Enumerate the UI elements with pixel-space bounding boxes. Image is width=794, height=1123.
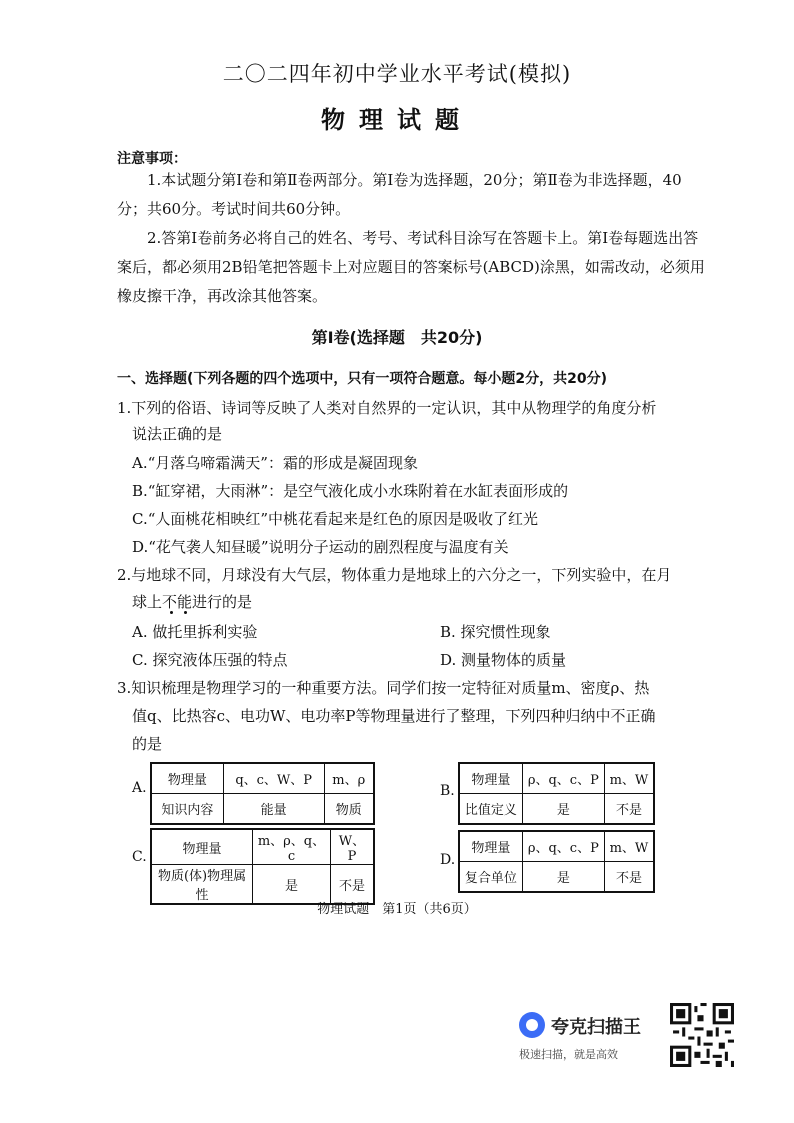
q1-stem-line2: 说法正确的是	[132, 425, 223, 443]
q2-stem-line2: 球上不能进行的是	[132, 593, 253, 611]
q1-option-b: B.“缸穿裙，大雨淋”：是空气液化成小水珠附着在水缸表面形成的	[132, 482, 569, 500]
q2-option-c: C. 探究液体压强的特点	[132, 651, 288, 669]
q1-stem-line1: 1.下列的俗语、诗词等反映了人类对自然界的一定认识，其中从物理学的角度分析	[117, 399, 657, 417]
table-cell: 物理量	[151, 763, 223, 794]
q3-table-b-label: B.	[440, 783, 455, 799]
table-cell: 是	[522, 862, 604, 893]
table-cell: m、ρ、q、c	[253, 829, 331, 865]
table-cell: 物理量	[459, 831, 522, 862]
table-cell: m、W	[604, 831, 654, 862]
part-title: 一、选择题(下列各题的四个选项中，只有一项符合题意。每小题2分，共20分)	[117, 371, 608, 387]
section-title: 第Ⅰ卷(选择题 共20分)	[311, 328, 483, 347]
watermark-brand: 夸克扫描王	[551, 1017, 641, 1038]
table-cell: 不是	[330, 865, 374, 905]
exam-title: 二〇二四年初中学业水平考试(模拟)	[222, 62, 572, 86]
q3-table-c	[150, 828, 375, 905]
table-cell: W、P	[330, 829, 374, 865]
q2-option-a: A. 做托里拆利实验	[132, 623, 258, 641]
q3-stem-line2: 值q、比热容c、电功W、电功率P等物理量进行了整理，下列四种归纳中不正确	[132, 707, 656, 725]
exam-subtitle: 物理试题	[321, 105, 473, 134]
table-cell: 物质	[324, 794, 374, 825]
notice-item-1: 1.本试题分第Ⅰ卷和第Ⅱ卷两部分。第Ⅰ卷为选择题，20分；第Ⅱ卷为非选择题，40分；共60分。考试时间共60分钟。	[117, 171, 682, 218]
notice-item-2: 2.答第Ⅰ卷前务必将自己的姓名、考号、考试科目涂写在答题卡上。第Ⅰ卷每题选出答案后，都必须用2B铅笔把答题卡上对应题目的答案标号(ABCD)涂黑，如需改动，必须用橡皮擦干净，再改涂其他答案。	[117, 229, 705, 305]
q3-table-d	[458, 830, 655, 893]
table-cell: ρ、q、c、P	[522, 831, 604, 862]
q3-table-a	[150, 762, 375, 825]
table-cell: 不是	[604, 862, 654, 893]
table-cell: m、ρ	[324, 763, 374, 794]
table-cell: q、c、W、P	[223, 763, 324, 794]
q1-option-a: A.“月落乌啼霜满天”：霜的形成是凝固现象	[132, 454, 418, 472]
table-cell: 是	[253, 865, 331, 905]
table-cell: 不是	[604, 794, 654, 825]
quark-logo-icon	[519, 1012, 545, 1038]
q3-table-c-label: C.	[132, 849, 147, 865]
table-cell: 复合单位	[459, 862, 522, 893]
notice-heading: 注意事项：	[117, 151, 187, 167]
table-cell: 是	[522, 794, 604, 825]
table-cell: 物质(体)物理属性	[151, 865, 253, 905]
emphasis-dot	[170, 611, 173, 614]
q3-table-d-label: D.	[440, 852, 456, 868]
q1-option-d: D.“花气袭人知昼暖”说明分子运动的剧烈程度与温度有关	[132, 538, 509, 556]
table-cell: 物理量	[151, 829, 253, 865]
table-cell: 比值定义	[459, 794, 522, 825]
qr-code-icon	[670, 1003, 734, 1067]
q2-option-d: D. 测量物体的质量	[440, 651, 567, 669]
table-cell: 物理量	[459, 763, 522, 794]
q2-stem-line1: 2.与地球不同，月球没有大气层，物体重力是地球上的六分之一，下列实验中，在月	[117, 566, 672, 584]
q3-stem-line1: 3.知识梳理是物理学习的一种重要方法。同学们按一定特征对质量m、密度ρ、热	[117, 679, 650, 697]
emphasis-dot	[184, 611, 187, 614]
table-cell: ρ、q、c、P	[522, 763, 604, 794]
q3-stem-line3: 的是	[132, 735, 163, 753]
q3-table-b	[458, 762, 655, 825]
watermark-slogan: 极速扫描，就是高效	[519, 1048, 618, 1061]
q3-table-a-label: A.	[132, 780, 147, 796]
q1-option-c: C.“人面桃花相映红”中桃花看起来是红色的原因是吸收了红光	[132, 510, 539, 528]
table-cell: 能量	[223, 794, 324, 825]
page-footer: 物理试题 第1页（共6页）	[317, 902, 477, 917]
table-cell: m、W	[604, 763, 654, 794]
table-cell: 知识内容	[151, 794, 223, 825]
q2-option-b: B. 探究惯性现象	[440, 623, 551, 641]
